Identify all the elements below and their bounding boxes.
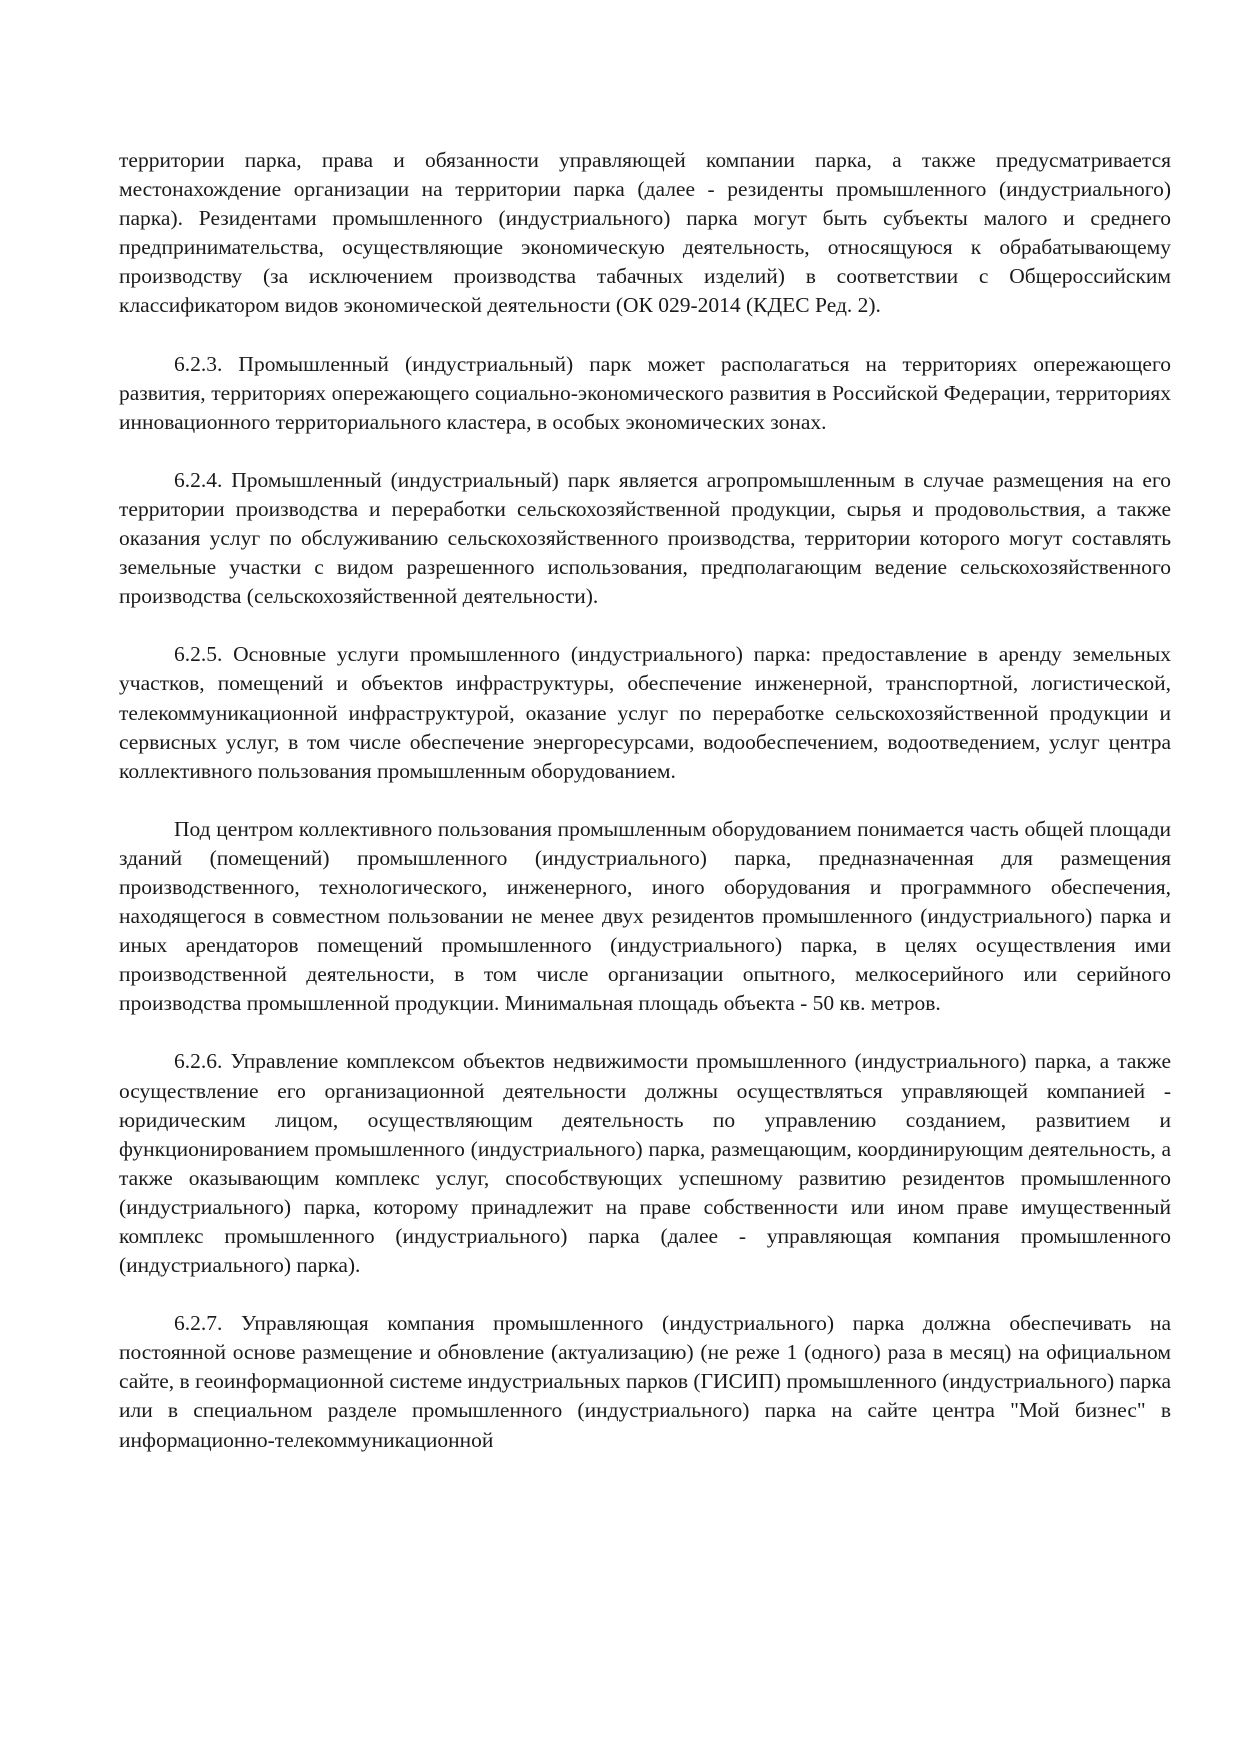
paragraph-6-2-5: 6.2.5. Основные услуги промышленного (индустриального) парка: предоставление в аренду земельных участков, помещений и объектов инфраструктуры, обеспечение инженерной, транспортной, логистической, телекоммуникационной инфраструктурой, оказание услуг по переработке сельскохозяйственной продукции и сервисных услуг, в том числе обеспечение энергоресурсами, водообеспечением, водоотведением, услуг центра коллективного пользования промышленным оборудованием. <box>119 642 1171 783</box>
document-body <box>119 146 1171 1455</box>
paragraph-6-2-3: 6.2.3. Промышленный (индустриальный) парк может располагаться на территориях опережающего развития, территориях опережающего социально-экономического развития в Российской Федерации, территориях инновационного территориального кластера, в особых экономических зонах. <box>119 351 1171 434</box>
paragraph-6-2-6: 6.2.6. Управление комплексом объектов недвижимости промышленного (индустриального) парка, а также осуществление его организационной деятельности должны осуществляться управляющей компанией - юридическим лицом, осуществляющим деятельность по управлению созданием, развитием и функционированием промышленного (индустриального) парка, размещающим, координирующим деятельность, а также оказывающим комплекс услуг, способствующих успешному развитию резидентов промышленного (индустриального) парка, которому принадлежит на праве собственности или ином праве имущественный комплекс промышленного (индустриального) парка (далее - управляющая компания промышленного (индустриального) парка). <box>119 1049 1171 1278</box>
paragraph-continuation: территории парка, права и обязанности управляющей компании парка, а также предусматривается местонахождение организации на территории парка (далее - резиденты промышленного (индустриального) парка). Резидентами промышленного (индустриального) парка могут быть субъекты малого и среднего предпринимательства, осуществляющие экономическую деятельность, относящуюся к обрабатывающему производству (за исключением производства табачных изделий) в соответствии с Общероссийским классификатором видов экономической деятельности (ОК 029-2014 (КДЕС Ред. 2). <box>119 148 1171 318</box>
paragraph-6-2-4: 6.2.4. Промышленный (индустриальный) парк является агропромышленным в случае размещения на его территории производства и переработки сельскохозяйственной продукции, сырья и продовольствия, а также оказания услуг по обслуживанию сельскохозяйственного производства, территории которого могут составлять земельные участки с видом разрешенного использования, предполагающим ведение сельскохозяйственного производства (сельскохозяйственной деятельности). <box>119 467 1171 609</box>
paragraph-collective-center: Под центром коллективного пользования промышленным оборудованием понимается часть общей площади зданий (помещений) промышленного (индустриального) парка, предназначенная для размещения производственного, технологического, инженерного, иного оборудования и программного обеспечения, находящегося в совместном пользовании не менее двух резидентов промышленного (индустриального) парка и иных арендаторов помещений промышленного (индустриального) парка, в целях осуществления ими производственной деятельности, в том числе организации опытного, мелкосерийного или серийного производства промышленной продукции. Минимальная площадь объекта - 50 кв. метров. <box>119 816 1171 1016</box>
paragraph-6-2-7: 6.2.7. Управляющая компания промышленного (индустриального) парка должна обеспечивать на постоянной основе размещение и обновление (актуализацию) (не реже 1 (одного) раза в месяц) на официальном сайте, в геоинформационной системе индустриальных парков (ГИСИП) промышленного (индустриального) парка или в специальном разделе промышленного (индустриального) парка на сайте центра "Мой бизнес" в информационно-телекоммуникационной <box>119 1311 1171 1452</box>
